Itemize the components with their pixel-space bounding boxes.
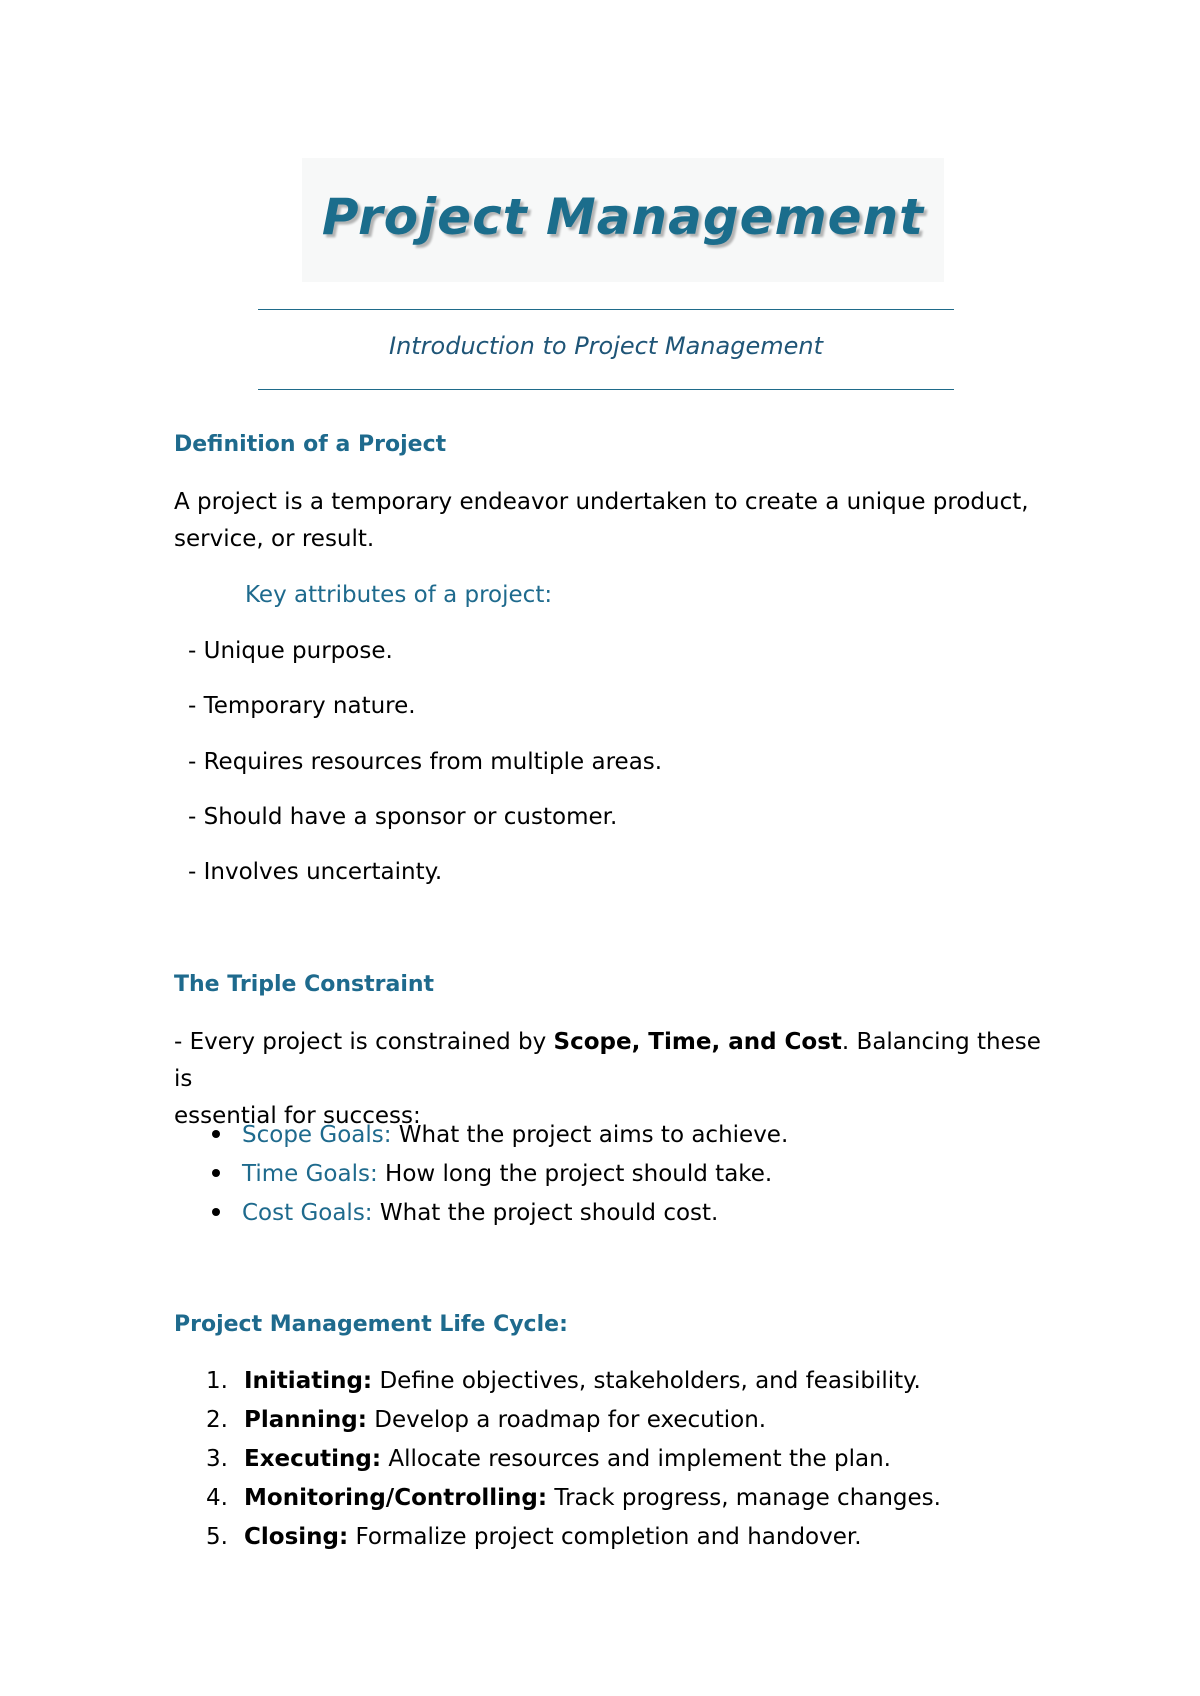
attribute-item: - Temporary nature. — [188, 693, 416, 719]
goal-label: Time Goals: — [242, 1161, 378, 1187]
attributes-heading: Key attributes of a project: — [245, 582, 553, 608]
life-cycle-list — [206, 1362, 941, 1557]
triple-constraint-heading: The Triple Constraint — [174, 972, 435, 997]
definition-text-line2: service, or result. — [174, 526, 375, 552]
divider-bottom — [258, 389, 954, 390]
phase-name: Executing: — [244, 1446, 382, 1472]
list-item — [212, 1155, 788, 1194]
phase-text: Formalize project completion and handover. — [348, 1524, 862, 1550]
bullet-icon — [212, 1130, 220, 1138]
phase-name: Initiating: — [244, 1368, 373, 1394]
attribute-item: - Involves uncertainty. — [188, 859, 443, 885]
document-title: Project Management — [321, 188, 925, 246]
attribute-item: - Requires resources from multiple areas. — [188, 749, 663, 775]
goal-text: What the project should cost. — [372, 1200, 719, 1226]
phase-number: 3. — [206, 1446, 228, 1472]
phase-text: Develop a roadmap for execution. — [366, 1407, 767, 1433]
goal-text: How long the project should take. — [377, 1161, 773, 1187]
goal-text: What the project aims to achieve. — [391, 1122, 789, 1148]
divider-top — [258, 309, 954, 310]
phase-number: 4. — [206, 1485, 228, 1511]
intro-suffix: . Balancing these is — [174, 1029, 1041, 1092]
definition-text-line1: A project is a temporary endeavor undertaken to create a unique product, — [174, 489, 1029, 515]
intro-prefix: - Every project is constrained by — [174, 1029, 554, 1055]
list-item — [206, 1440, 941, 1479]
list-item — [212, 1116, 788, 1155]
intro-line2: essential for success: — [174, 1103, 421, 1129]
list-item — [206, 1479, 941, 1518]
phase-name: Closing: — [244, 1524, 349, 1550]
title-banner — [302, 158, 944, 282]
list-item — [206, 1518, 941, 1557]
list-item — [212, 1194, 788, 1233]
bullet-icon — [212, 1208, 220, 1216]
phase-number: 5. — [206, 1524, 228, 1550]
goal-label: Cost Goals: — [242, 1200, 373, 1226]
phase-name: Monitoring/Controlling: — [244, 1485, 548, 1511]
phase-number: 2. — [206, 1407, 228, 1433]
definition-text — [174, 484, 1054, 558]
attribute-item: - Should have a sponsor or customer. — [188, 804, 618, 830]
life-cycle-heading: Project Management Life Cycle: — [174, 1312, 568, 1337]
goals-list — [212, 1116, 788, 1233]
phase-number: 1. — [206, 1368, 228, 1394]
document-subtitle: Introduction to Project Management — [388, 332, 823, 360]
list-item — [206, 1401, 941, 1440]
list-item — [206, 1362, 941, 1401]
bullet-icon — [212, 1169, 220, 1177]
goal-label: Scope Goals: — [242, 1122, 392, 1148]
phase-name: Planning: — [244, 1407, 367, 1433]
intro-bold: Scope, Time, and Cost — [553, 1029, 842, 1055]
phase-text: Allocate resources and implement the plan. — [381, 1446, 891, 1472]
attribute-item: - Unique purpose. — [188, 638, 393, 664]
phase-text: Define objectives, stakeholders, and feasibility. — [372, 1368, 921, 1394]
definition-heading: Definition of a Project — [174, 432, 447, 457]
phase-text: Track progress, manage changes. — [547, 1485, 941, 1511]
